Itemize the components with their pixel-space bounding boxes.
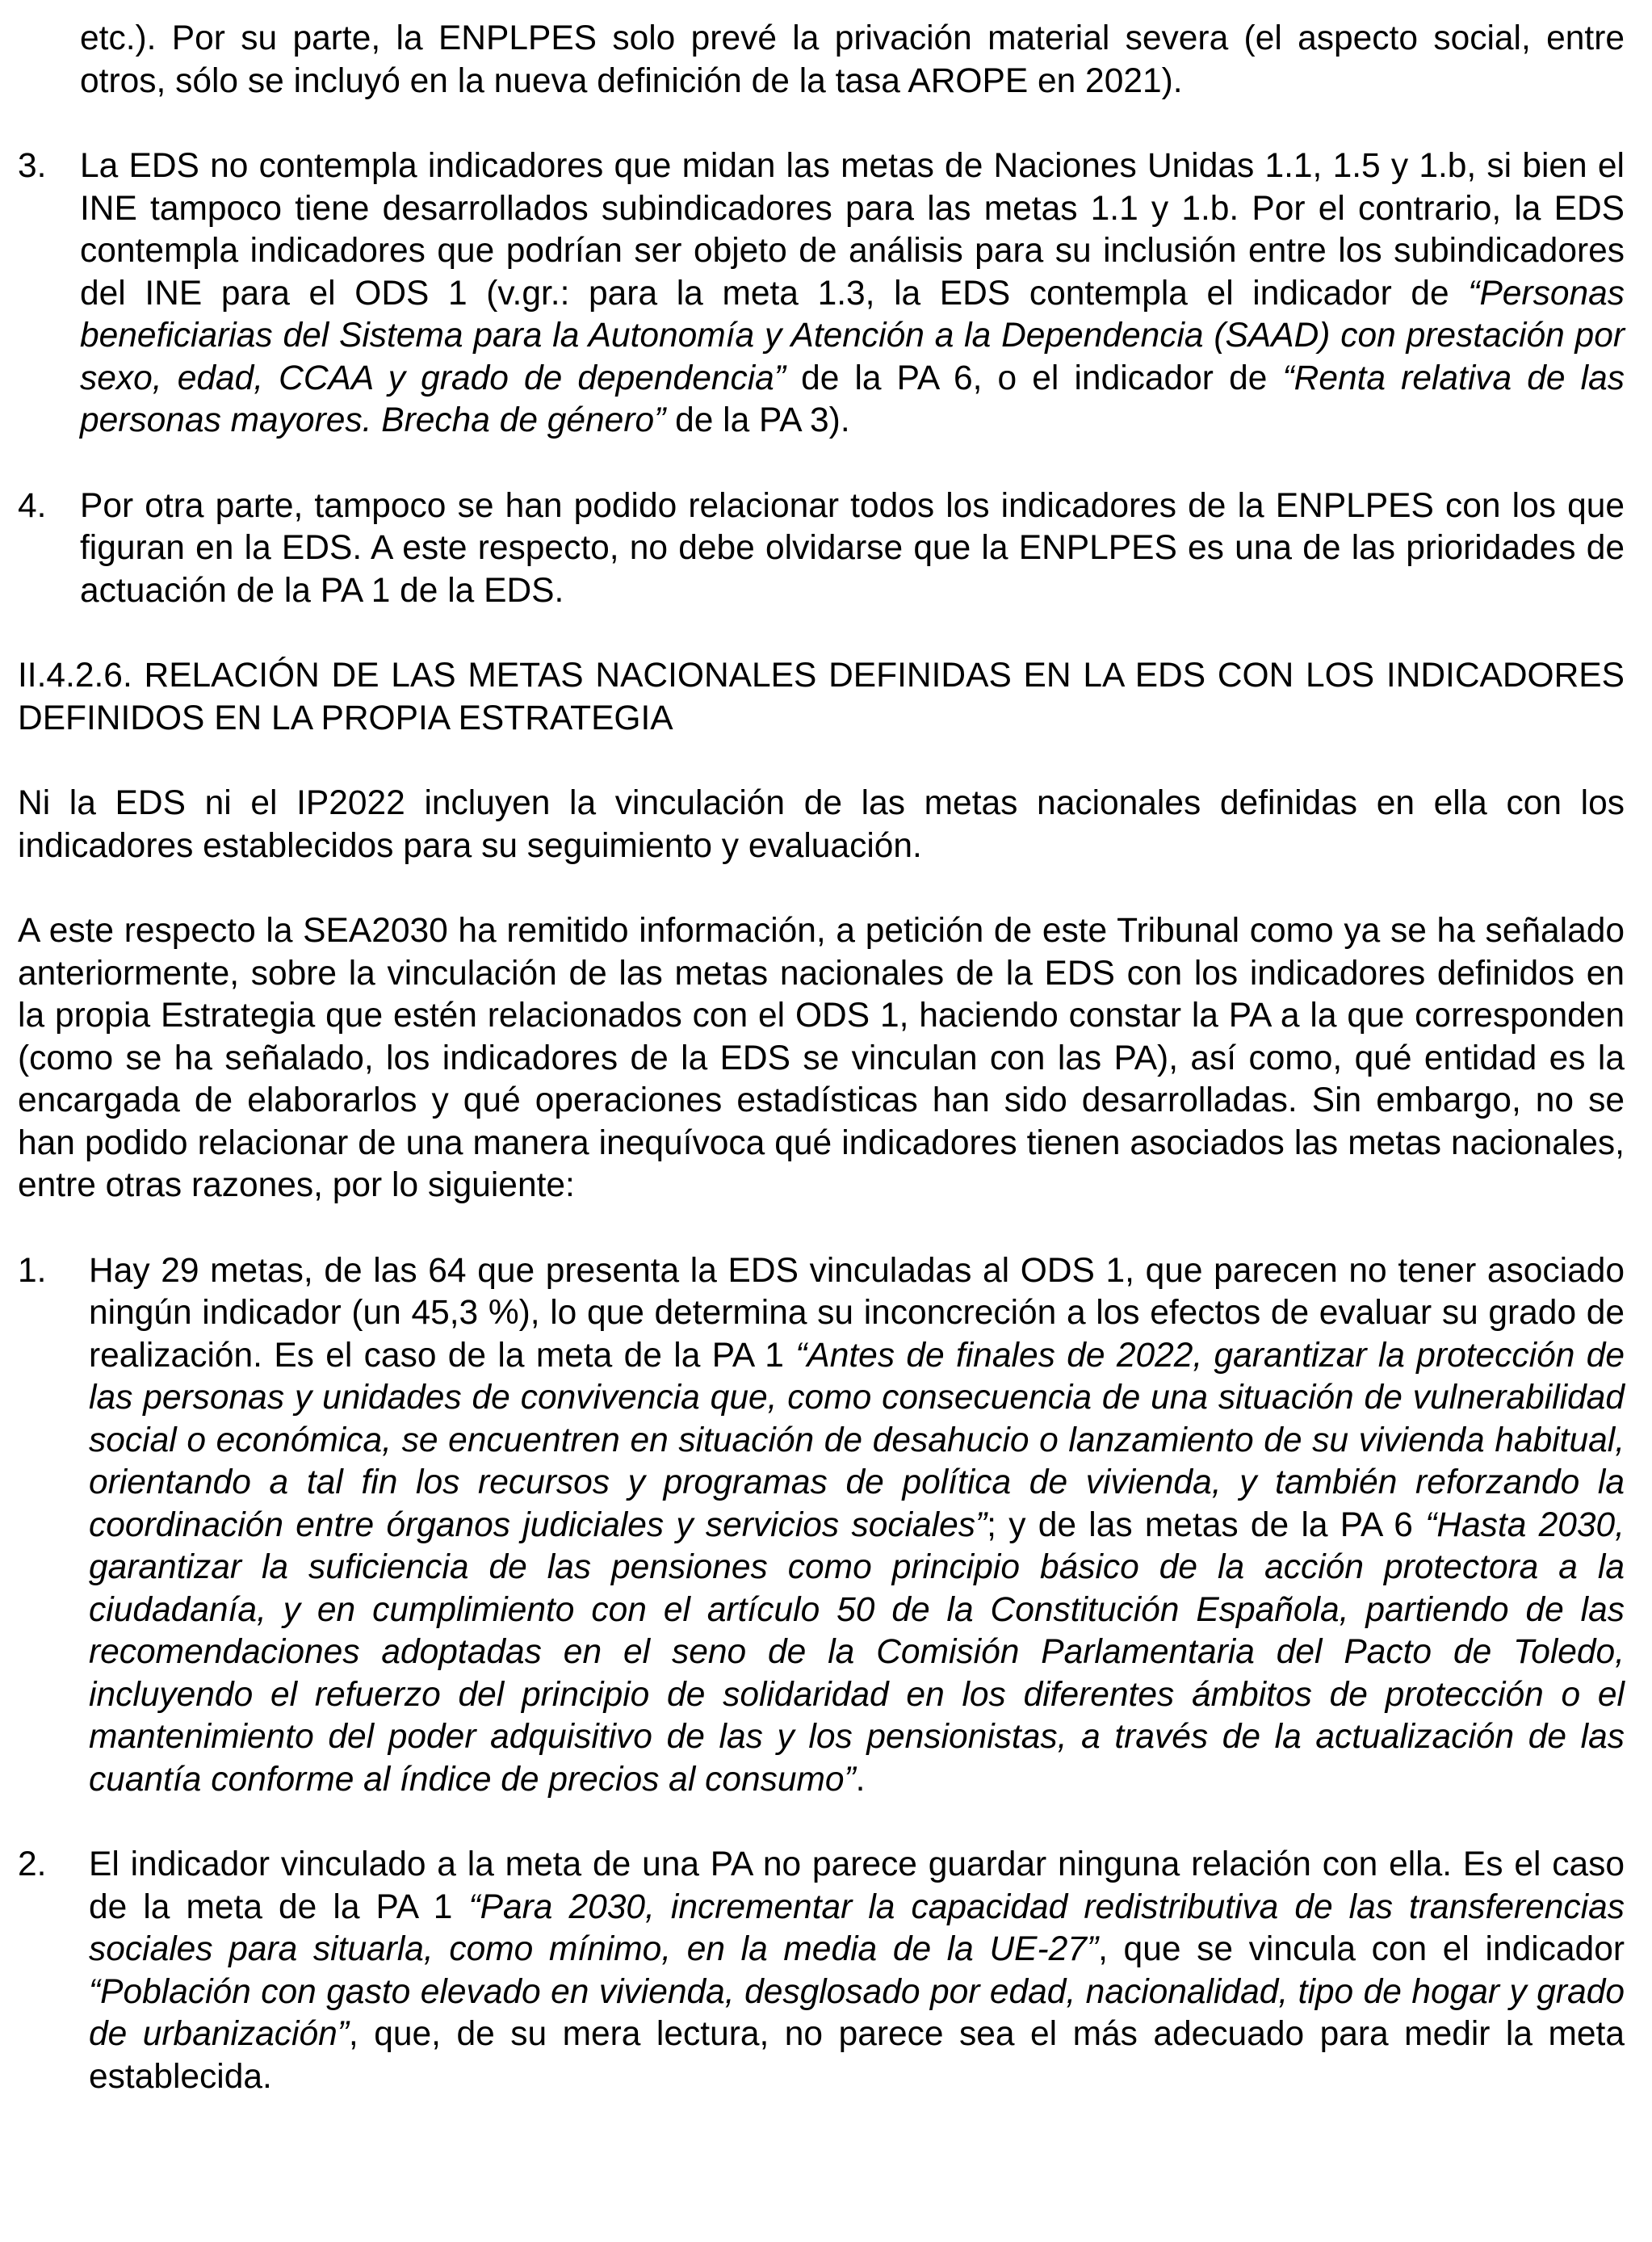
list-number: 3. xyxy=(18,147,47,185)
list-item-text: El indicador vinculado a la meta de una PA no parece guardar ninguna relación con ella. Es el caso de la meta de la PA 1 “Para 2030, incrementar la capacidad redistributiva de las transferencias sociales para situarla, como mínimo, en la media de la UE-27”, que se vincula con el indicador “Población con gasto elevado en vivienda, desglosado por edad, nacionalidad, tipo de hogar y grado de urbanización”, que, de su mera lectura, no parece sea el más adecuado para medir la meta establecida. xyxy=(89,1845,1625,2096)
list-item-4 xyxy=(18,485,1625,613)
body-paragraph: Ni la EDS ni el IP2022 incluyen la vinculación de las metas nacionales definidas en ella con los indicadores establecidos para su seguimiento y evaluación. xyxy=(18,784,1625,865)
list-item-3 xyxy=(18,145,1625,443)
list-number: 2. xyxy=(18,1845,47,1883)
quoted-goal: “Hasta 2030, garantizar la suficiencia de las pensiones como principio básico de la acción protectora a la ciudadanía, y en cumplimiento con el artículo 50 de la Constitución Española, partiendo de las recomendaciones adoptadas en el seno de la Comisión Parlamentaria del Pacto de Toledo, incluyendo el refuerzo del principio de solidaridad en los diferentes ámbitos de protección o el mantenimiento del poder adquisitivo de las y los pensionistas, a través de la actualización de las cuantía conforme al índice de precios al consumo” xyxy=(89,1505,1625,1799)
quoted-goal: “Antes de finales de 2022, garantizar la protección de las personas y unidades de convivencia que, como consecuencia de una situación de vulnerabilidad social o económica, se encuentren en situación de desahucio o lanzamiento de su vivienda habitual, orientando a tal fin los recursos y programas de política de vivienda, y también reforzando la coordinación entre órganos judiciales y servicios sociales” xyxy=(89,1336,1625,1544)
list-item-1 xyxy=(18,1250,1625,1802)
numbered-list-b xyxy=(18,1250,1625,2099)
quoted-indicator: “Población con gasto elevado en vivienda, desglosado por edad, nacionalidad, tipo de hogar y grado de urbanización” xyxy=(89,1972,1625,2053)
section-heading: II.4.2.6. RELACIÓN DE LAS METAS NACIONALES DEFINIDAS EN LA EDS CON LOS INDICADORES DEFINIDOS EN LA PROPIA ESTRATEGIA xyxy=(18,657,1625,737)
list-item-text: Hay 29 metas, de las 64 que presenta la EDS vinculadas al ODS 1, que parecen no tener asociado ningún indicador (un 45,3 %), lo que determina su inconcreción a los efectos de evaluar su grado de realización. Es el caso de la meta de la PA 1 “Antes de finales de 2022, garantizar la protección de las personas y unidades de convivencia que, como consecuencia de una situación de vulnerabilidad social o económica, se encuentren en situación de desahucio o lanzamiento de su vivienda habitual, orientando a tal fin los recursos y programas de política de vivienda, y también reforzando la coordinación entre órganos judiciales y servicios sociales”; y de las metas de la PA 6 “Hasta 2030, garantizar la suficiencia de las pensiones como principio básico de la acción protectora a la ciudadanía, y en cumplimiento con el artículo 50 de la Constitución Española, partiendo de las recomendaciones adoptadas en el seno de la Comisión Parlamentaria del Pacto de Toledo, incluyendo el refuerzo del principio de solidaridad en los diferentes ámbitos de protección o el mantenimiento del poder adquisitivo de las y los pensionistas, a través de la actualización de las cuantía conforme al índice de precios al consumo”. xyxy=(89,1251,1625,1799)
list-number: 1. xyxy=(18,1251,47,1290)
list-item-text: Por otra parte, tampoco se han podido relacionar todos los indicadores de la ENPLPES con los que figuran en la EDS. A este respecto, no debe olvidarse que la ENPLPES es una de las prioridades de actuación de la PA 1 de la EDS. xyxy=(80,486,1625,610)
numbered-list-a xyxy=(18,145,1625,612)
document-page xyxy=(18,18,1625,2098)
quoted-indicator: “Renta relativa de las personas mayores. Brecha de género” xyxy=(80,359,1625,439)
list-item-text: La EDS no contempla indicadores que midan las metas de Naciones Unidas 1.1, 1.5 y 1.b, si bien el INE tampoco tiene desarrollados subindicadores para las metas 1.1 y 1.b. Por el contrario, la EDS contempla indicadores que podrían ser objeto de análisis para su inclusión entre los subindicadores del INE para el ODS 1 (v.gr.: para la meta 1.3, la EDS contempla el indicador de “Personas beneficiarias del Sistema para la Autonomía y Atención a la Dependencia (SAAD) con prestación por sexo, edad, CCAA y grado de dependencia” de la PA 6, o el indicador de “Renta relativa de las personas mayores. Brecha de género” de la PA 3). xyxy=(80,147,1625,439)
quoted-indicator: “Personas beneficiarias del Sistema para la Autonomía y Atención a la Dependencia (SAAD) con prestación por sexo, edad, CCAA y grado de dependencia” xyxy=(80,274,1625,397)
quoted-goal: “Para 2030, incrementar la capacidad redistributiva de las transferencias sociales para situarla, como mínimo, en la media de la UE-27” xyxy=(89,1887,1625,1968)
intro-paragraph: etc.). Por su parte, la ENPLPES solo prevé la privación material severa (el aspecto social, entre otros, sólo se incluyó en la nueva definición de la tasa AROPE en 2021). xyxy=(80,19,1625,100)
body-paragraph: A este respecto la SEA2030 ha remitido información, a petición de este Tribunal como ya se ha señalado anteriormente, sobre la vinculación de las metas nacionales de la EDS con los indicadores definidos en la propia Estrategia que estén relacionados con el ODS 1, haciendo constar la PA a la que corresponden (como se ha señalado, los indicadores de la EDS se vinculan con las PA), así como, qué entidad es la encargada de elaborarlos y qué operaciones estadísticas han sido desarrolladas. Sin embargo, no se han podido relacionar de una manera inequívoca qué indicadores tienen asociados las metas nacionales, entre otras razones, por lo siguiente: xyxy=(18,912,1625,1204)
list-number: 4. xyxy=(18,486,47,525)
list-item-2 xyxy=(18,1844,1625,2098)
